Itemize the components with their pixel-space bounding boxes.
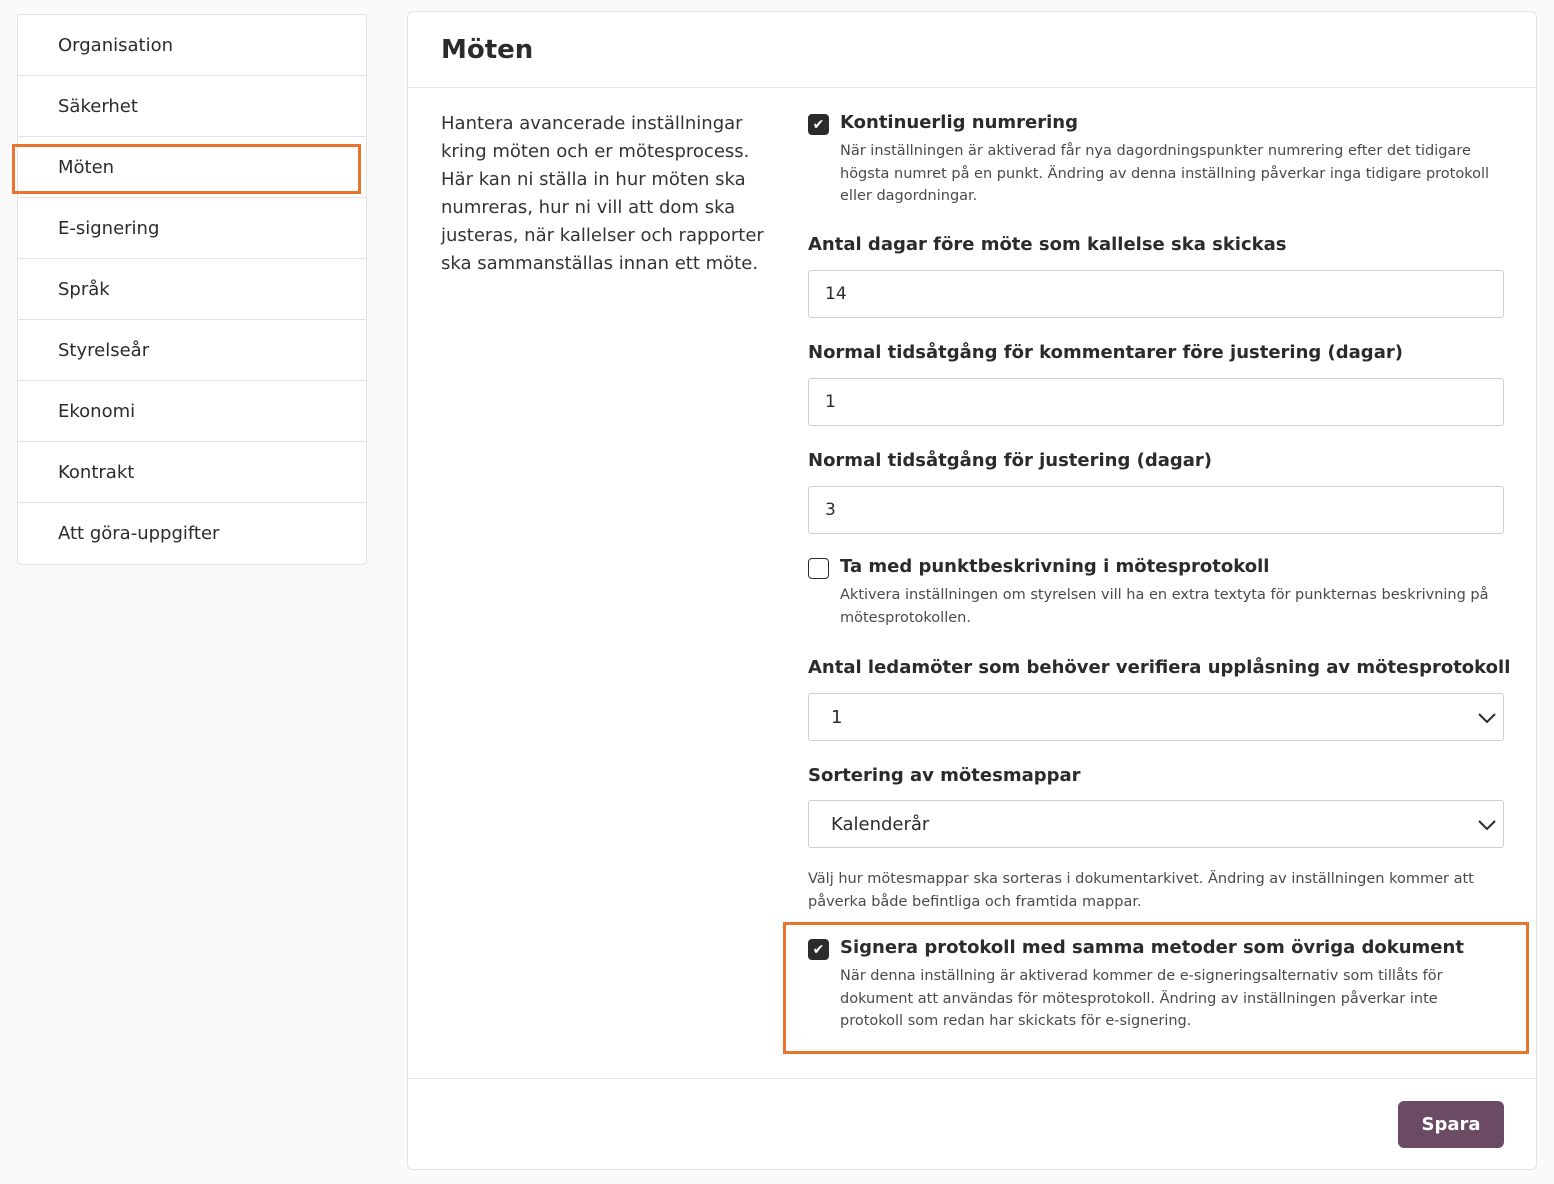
sidebar-item-moten[interactable]: Möten [18, 137, 366, 198]
meetings-settings-card [407, 11, 1537, 1170]
card-header [408, 12, 1536, 88]
unlock-members-select[interactable] [808, 693, 1504, 741]
sidebar-item-kontrakt[interactable]: Kontrakt [18, 442, 366, 503]
sidebar-item-ekonomi[interactable]: Ekonomi [18, 381, 366, 442]
adjust-time-input[interactable] [808, 486, 1504, 534]
continuous-numbering-label: Kontinuerlig numrering [840, 112, 1079, 133]
sign-protocol-help: När denna inställning är aktiverad kommer de e-signeringsalternativ som tillåts för dokument att användas för mötesprotokoll. Ändring av inställningen påverkar inte protokoll som redan har skickats för e-signering. [840, 968, 1443, 1029]
sidebar-item-e-signering[interactable]: E-signering [18, 198, 366, 259]
folder-sorting-value: Kalenderår [831, 813, 930, 835]
continuous-numbering-checkbox[interactable] [808, 114, 829, 135]
notice-days-input[interactable] [808, 270, 1504, 318]
intro-text: Hantera avancerade inställningar kring möten och er mötesprocess. Här kan ni ställa in hur möten ska numreras, hur ni vill att dom ska justeras, när kallelser och rapporter ska sammanställas innan ett möte. [441, 113, 764, 274]
sidebar-item-organisation[interactable]: Organisation [18, 15, 366, 76]
check-icon: ✔ [812, 941, 825, 958]
comment-time-label: Normal tidsåtgång för kommentarer före justering (dagar) [808, 342, 1403, 363]
sign-protocol-checkbox[interactable] [808, 939, 829, 960]
comment-time-input[interactable] [808, 378, 1504, 426]
notice-days-label: Antal dagar före möte som kallelse ska skickas [808, 234, 1287, 255]
item-description-label: Ta med punktbeskrivning i mötesprotokoll [840, 556, 1270, 577]
unlock-members-label: Antal ledamöter som behöver verifiera upplåsning av mötesprotokoll [808, 657, 1511, 678]
folder-sorting-label: Sortering av mötesmappar [808, 765, 1081, 786]
item-description-help: Aktivera inställningen om styrelsen vill ha en extra textyta för punkternas beskrivning på mötesprotokollen. [840, 587, 1489, 626]
folder-sorting-help: Välj hur mötesmappar ska sorteras i dokumentarkivet. Ändring av inställningen kommer att påverka både befintliga och framtida mappar. [808, 871, 1474, 910]
chevron-down-icon [1477, 708, 1497, 728]
item-description-checkbox[interactable] [808, 558, 829, 579]
continuous-numbering-help: När inställningen är aktiverad får nya dagordningspunkter numrering efter det tidigare högsta numret på en punkt. Ändring av denna inställning påverkar inga tidigare protokoll eller dagordningar. [840, 143, 1490, 204]
chevron-down-icon [1477, 815, 1497, 835]
sidebar-item-att-gora-uppgifter[interactable]: Att göra-uppgifter [58, 523, 220, 544]
settings-sidebar [17, 14, 367, 565]
folder-sorting-select[interactable] [808, 800, 1504, 848]
save-button[interactable]: Spara [1398, 1101, 1504, 1148]
card-footer [408, 1078, 1536, 1170]
check-icon: ✔ [812, 116, 825, 133]
sidebar-item-sakerhet[interactable]: Säkerhet [18, 76, 366, 137]
page-title: Möten [441, 34, 534, 65]
adjust-time-label: Normal tidsåtgång för justering (dagar) [808, 450, 1213, 471]
sidebar-item-styrelsear[interactable]: Styrelseår [18, 320, 366, 381]
sidebar-item-sprak[interactable]: Språk [18, 259, 366, 320]
sign-protocol-label: Signera protokoll med samma metoder som övriga dokument [840, 937, 1464, 958]
unlock-members-value: 1 [831, 706, 843, 728]
